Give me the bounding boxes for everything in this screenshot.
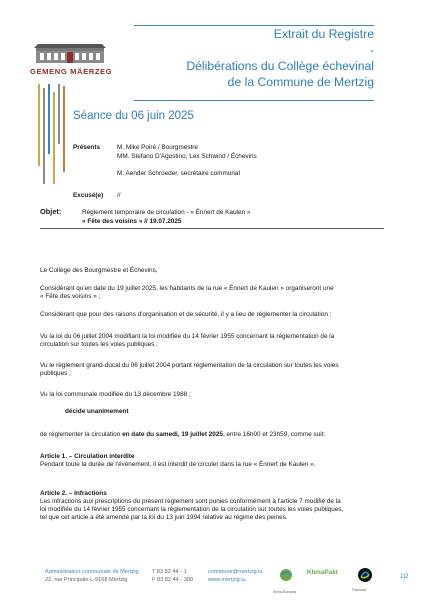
decision-text: , entre 16h00 et 23h59, comme suit: [222,431,326,438]
header-title: Extrait du Registre [273,27,374,41]
objet-label: Objet: [40,207,62,216]
fairtrade-logo-icon [356,566,374,584]
document-header [134,25,374,101]
presents-label: Présents [73,144,100,151]
decision-text: de réglementer la circulation [40,431,123,438]
presents-line: M. Mike Poiré / Bourgmestre [117,144,198,151]
body-paragraph: circulation sur toutes les voies publiques ; [40,341,158,348]
footer-phone: T 83 82 44 - 1 [152,569,187,575]
footer-fax: F 83 82 44 - 300 [152,577,194,583]
municipality-logo-text: GEMENG MÄERZEG [30,67,113,76]
presents-line: MM. Stefano D'Agostino, Lex Schwind / Échevins [117,153,257,160]
excuses-label: Excusé(e) [73,192,104,199]
presents-line: M. Aender Schroeder, secrétaire communal [117,170,240,177]
excuses-value: // [117,192,121,199]
body-paragraph: Considérant que pour des raisons d'organisation et de sécurité, il y a lieu de réglementer la circulation ; [40,311,332,318]
article-2-text: loi modifiée du 14 février 1955 concernant la réglementation de la circulation sur toutes les voies publiques, [40,506,344,513]
page-number: 1|2 [400,573,409,580]
body-paragraph: Vu le règlement grand-ducal du 06 juillet 2004 portant réglementation de la circulation sur toutes les voies [40,362,339,369]
header-subtitle-2: de la Commune de Mertzig [227,75,374,89]
decision-heading: décide unanimement [65,408,129,415]
article-1-title: Article 1. – Circulation interdite [40,453,135,460]
article-2-title: Article 2. – Infractions [40,490,107,497]
klima-buendnis-logo-icon [276,567,296,587]
klimapakt-logo-text: KlimaPakt [307,569,338,576]
body-paragraph: Vu la loi communale modifiée du 13 décembre 1988 ; [40,391,191,398]
body-paragraph: Considérant qu'en date du 19 juillet 2025, les habitants de la rue « Ënnert de Kaulen » organiseront une [40,285,334,292]
body-paragraph: « Fête des voisins » ; [40,293,101,300]
decorative-lines [26,84,86,184]
footer-address: 22, rue Principale L-9168 Mertzig [45,577,128,583]
footer-admin-name: Administration communale de Mertzig [45,569,139,575]
session-date: Séance du 06 juin 2025 [73,110,194,122]
fairtrade-logo-text: Fairtrade [352,588,367,592]
town-hall-logo-icon [30,38,110,64]
body-paragraph: Vu la loi du 06 juillet 2004 modifiant la loi modifiée du 14 février 1955 concernant la réglementation de la [40,333,335,340]
footer-email[interactable]: commune@mertzig.lu [208,569,263,575]
article-2-text: tel que cet article a été amendé par la loi du 13 juin 1994 relative au régime des peines. [40,514,288,521]
objet-line: « Fête des voisins » // 19.07.2025 [82,218,182,225]
body-paragraph [40,431,325,439]
footer-website[interactable]: www.mertzig.lu [208,577,246,583]
header-separator: - [369,43,374,57]
objet-line: Règlement temporaire de circulation - « Ënnert de Kaulen » [82,209,251,216]
body-paragraph: Le Collège des Bourgmestre et Échevins, [40,267,158,274]
klima-buendnis-logo-text: Klima-Bündnis [273,590,297,594]
decision-date: en date du samedi, 19 juillet 2025 [122,431,223,438]
body-paragraph: publiques ; [40,370,71,377]
article-2-text: Les infractions aux prescriptions du présent règlement sont punies conformément à l'article 7 modifié de la [40,498,341,505]
objet-divider [40,228,384,229]
header-subtitle-1: Délibérations du Collège échevinal [186,59,374,73]
article-1-text: Pendant toute la durée de l'évènement, il est interdit de circuler dans la rue « Ënnert de Kaulen ». [40,461,316,468]
